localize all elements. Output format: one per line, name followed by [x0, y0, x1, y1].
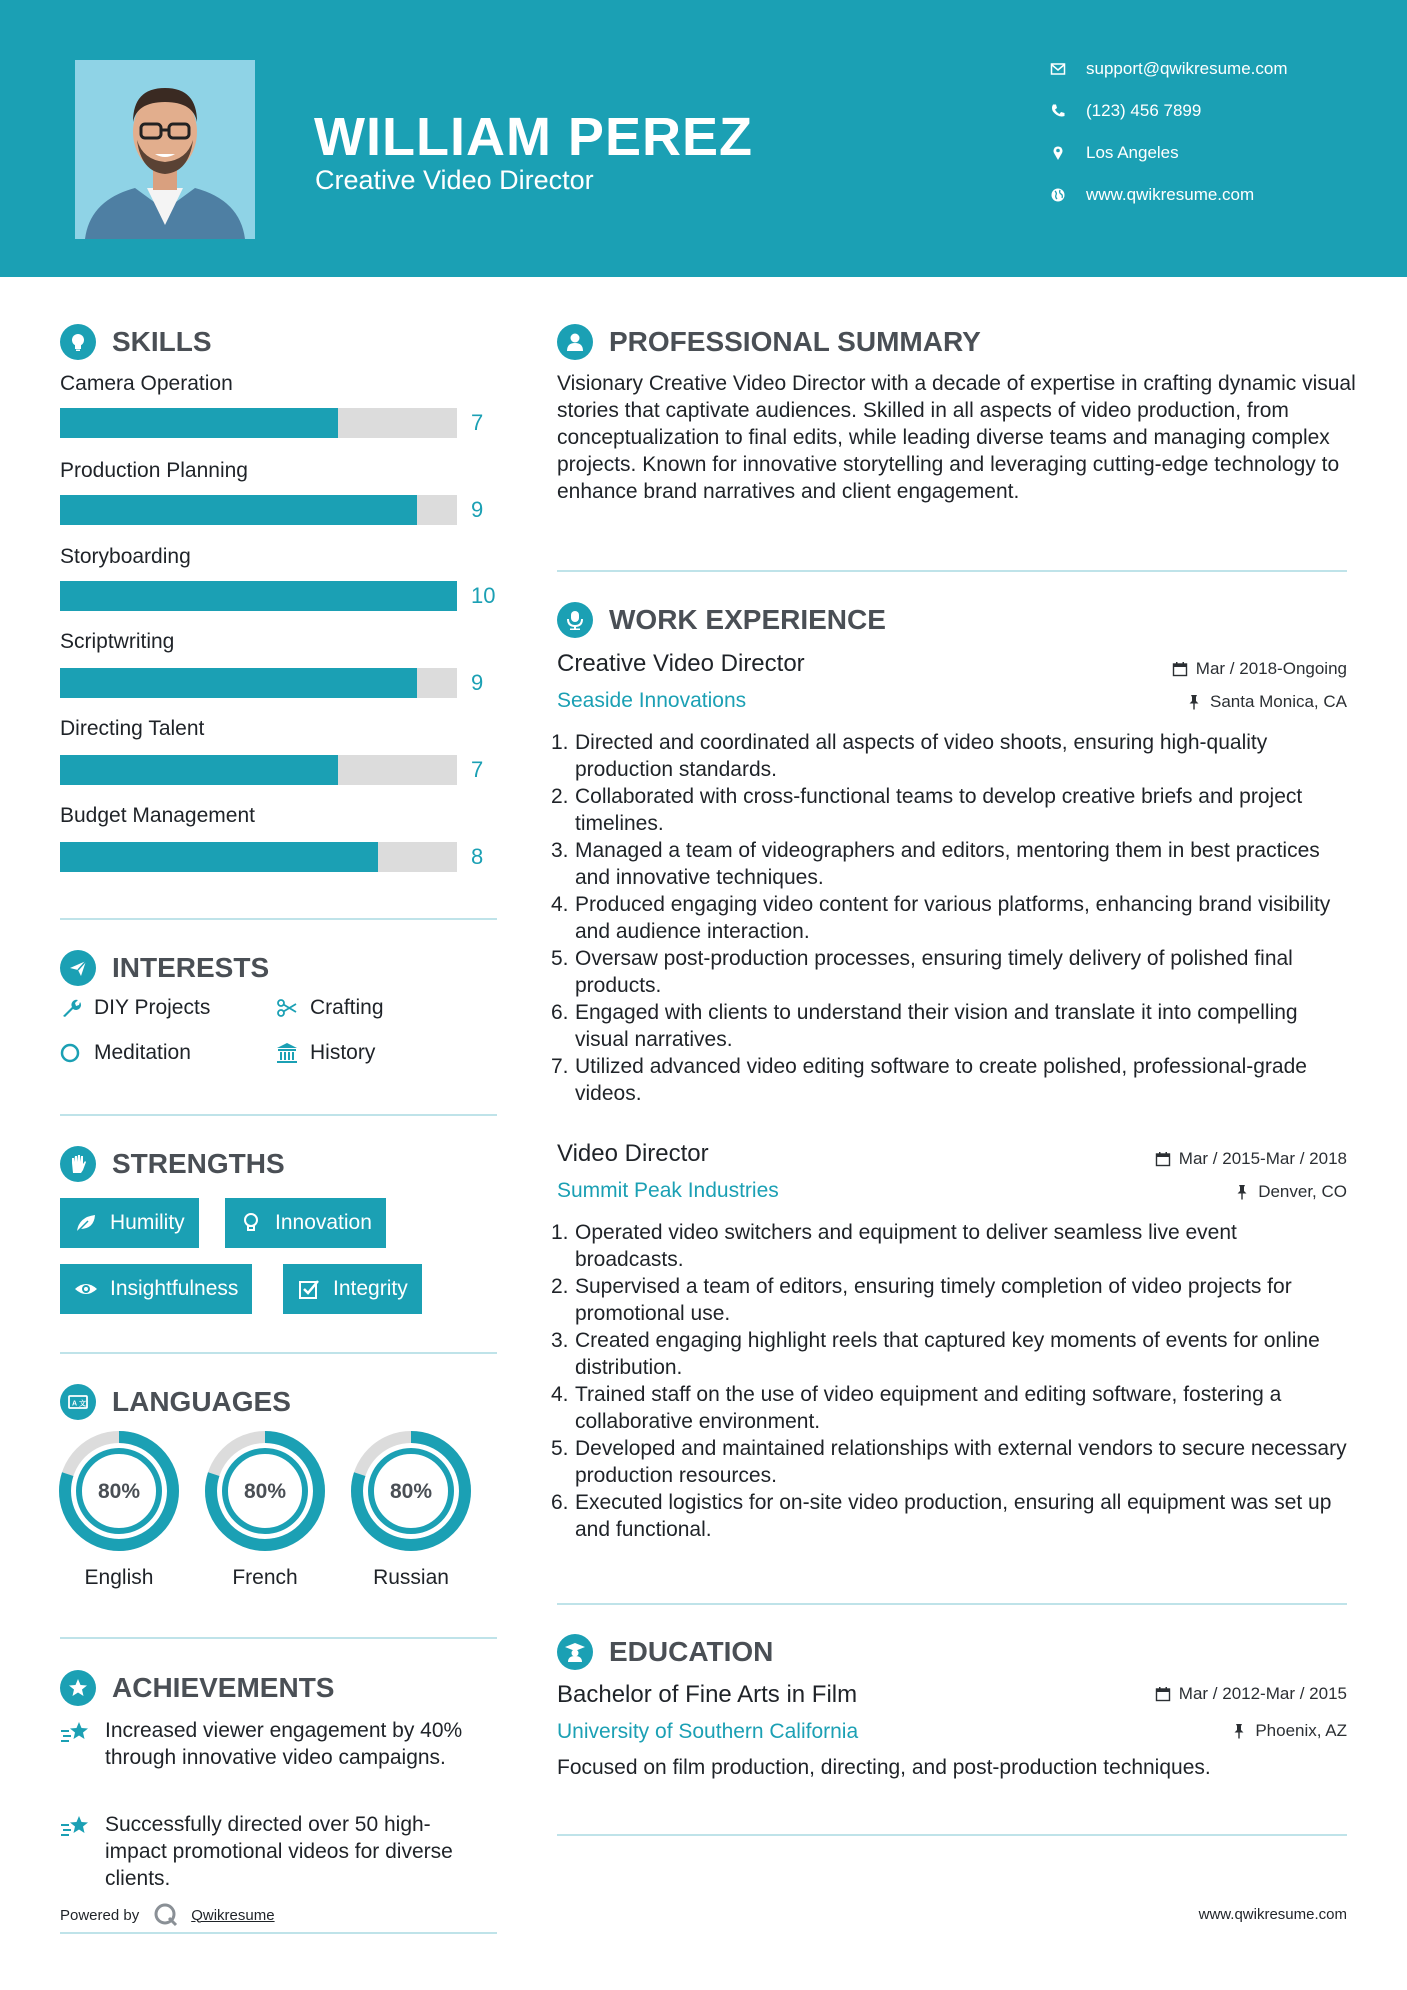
list-item: 1. Operated video switchers and equipment to deliver seamless live event broadcasts. — [551, 1221, 1237, 1271]
svg-text:A: A — [72, 1400, 78, 1408]
job-title: Creative Video Director — [557, 650, 805, 677]
list-item: 5. Developed and maintained relationships with external vendors to secure necessary production resources. — [551, 1437, 1347, 1487]
section-divider — [60, 1114, 497, 1116]
globe-icon — [1050, 187, 1086, 203]
list-item: 3. Managed a team of videographers and editors, mentoring them in best practices and innovative techniques. — [551, 839, 1320, 889]
skill-name: Directing Talent — [60, 717, 205, 740]
section-divider — [557, 1834, 1347, 1836]
pushpin-icon — [1231, 1723, 1247, 1739]
list-item: 7. Utilized advanced video editing software to create polished, professional-grade videos. — [551, 1055, 1307, 1105]
contact-email[interactable]: support@qwikresume.com — [1050, 54, 1390, 84]
education-description: Focused on film production, directing, and post-production techniques. — [557, 1756, 1211, 1779]
interests-heading: INTERESTS — [60, 950, 269, 986]
calendar-icon — [1155, 1686, 1171, 1702]
list-item: 2. Collaborated with cross-functional teams to develop creative briefs and project timelines. — [551, 785, 1303, 835]
education-heading: EDUCATION — [557, 1634, 773, 1670]
skill-bar — [60, 842, 457, 872]
achievements-heading: ACHIEVEMENTS — [60, 1670, 334, 1706]
skill-value: 9 — [471, 670, 484, 695]
list-item: 4. Produced engaging video content for various platforms, enhancing brand visibility and audience interaction. — [551, 893, 1331, 943]
pushpin-icon — [1186, 694, 1202, 710]
phone-icon — [1050, 103, 1086, 119]
list-item: 1. Directed and coordinated all aspects of video shoots, ensuring high-quality production standards. — [551, 731, 1268, 781]
resume-header — [0, 0, 1407, 277]
user-icon — [557, 324, 593, 360]
contact-phone[interactable]: (123) 456 7899 — [1050, 96, 1390, 126]
language-ring — [205, 1431, 325, 1551]
summary-text: Visionary Creative Video Director with a decade of expertise in crafting dynamic visual stories that captivate audiences. Skilled in all aspects of video production, from conceptualization to final edits, while leading diverse teams and managing complex projects. Known for innovative storytelling and leveraging cutting-edge technology to enhance brand narratives and client engagement. — [557, 372, 1356, 503]
calendar-icon — [1172, 661, 1188, 677]
strengths-heading: STRENGTHS — [60, 1146, 285, 1182]
job-title: Video Director — [557, 1140, 709, 1167]
contact-location: Los Angeles — [1050, 138, 1390, 168]
strength-tag: Humility — [60, 1198, 199, 1248]
skill-name: Production Planning — [60, 459, 248, 482]
circle-icon — [60, 1042, 94, 1064]
lightbulb-icon — [60, 324, 96, 360]
shooting-star-icon — [60, 1811, 105, 1892]
skill-bar-fill — [60, 668, 417, 698]
skill-value: 10 — [471, 583, 496, 608]
list-item: 2. Supervised a team of editors, ensuring timely completion of video projects for promotional use. — [551, 1275, 1292, 1325]
section-divider — [60, 1932, 497, 1934]
job-duties — [551, 1219, 1347, 1543]
achievement-item: Increased viewer engagement by 40% through innovative video campaigns. — [60, 1717, 480, 1771]
hand-icon — [60, 1146, 96, 1182]
language-ring — [351, 1431, 471, 1551]
section-divider — [60, 918, 497, 920]
list-item: 6. Engaged with clients to understand their vision and translate it into compelling visual narratives. — [551, 1001, 1298, 1051]
list-item: 6. Executed logistics for on-site video production, ensuring all equipment was set up and functional. — [551, 1491, 1332, 1541]
footer-website[interactable]: www.qwikresume.com — [1198, 1906, 1347, 1923]
graduate-icon — [557, 1634, 593, 1670]
skill-name: Camera Operation — [60, 372, 233, 395]
strength-tag: Integrity — [283, 1264, 422, 1314]
job-dates: Mar / 2015-Mar / 2018 — [1155, 1149, 1347, 1169]
microphone-icon — [557, 602, 593, 638]
company-name: Summit Peak Industries — [557, 1179, 779, 1202]
skill-value: 7 — [471, 757, 484, 782]
language-name: Russian — [373, 1566, 449, 1589]
achievement-item: Successfully directed over 50 high-impact promotional videos for diverse clients. — [60, 1811, 480, 1892]
museum-icon — [276, 1042, 310, 1064]
summary-heading: PROFESSIONAL SUMMARY — [557, 324, 981, 360]
shooting-star-icon — [60, 1717, 105, 1771]
scissors-icon — [276, 997, 310, 1019]
language-percent: 80% — [389, 1480, 433, 1503]
qwikresume-link[interactable]: Qwikresume — [191, 1906, 275, 1924]
skill-name: Scriptwriting — [60, 630, 175, 653]
experience-heading: WORK EXPERIENCE — [557, 602, 886, 638]
skill-bar-fill — [60, 842, 378, 872]
skill-bar — [60, 755, 457, 785]
calendar-icon — [1155, 1151, 1171, 1167]
skill-bar — [60, 581, 457, 611]
interest-item: Meditation — [60, 1041, 191, 1065]
language-percent: 80% — [243, 1480, 287, 1503]
wrench-icon — [60, 997, 94, 1019]
job-location: Denver, CO — [1234, 1182, 1347, 1202]
skill-value: 9 — [471, 497, 484, 522]
languages-heading: A 文 LANGUAGES — [60, 1384, 291, 1420]
qwikresume-logo-icon — [153, 1902, 179, 1928]
language-card-icon — [60, 1384, 96, 1420]
language-ring — [59, 1431, 179, 1551]
job-dates: Mar / 2018-Ongoing — [1172, 659, 1347, 679]
star-badge-icon — [60, 1670, 96, 1706]
strength-tag: Innovation — [225, 1198, 386, 1248]
language-name: French — [232, 1566, 298, 1589]
section-divider — [60, 1352, 497, 1354]
interest-item: Crafting — [276, 996, 384, 1020]
skill-name: Budget Management — [60, 804, 255, 827]
skill-value: 7 — [471, 410, 484, 435]
section-divider — [557, 570, 1347, 572]
skills-heading: SKILLS — [60, 324, 212, 360]
skill-bar-fill — [60, 755, 338, 785]
contact-website[interactable]: www.qwikresume.com — [1050, 180, 1390, 210]
paper-plane-icon — [60, 950, 96, 986]
degree-title: Bachelor of Fine Arts in Film — [557, 1681, 858, 1708]
skill-name: Storyboarding — [60, 545, 191, 568]
interest-item: DIY Projects — [60, 996, 210, 1020]
eye-icon — [74, 1277, 98, 1301]
svg-text:文: 文 — [79, 1400, 86, 1408]
strength-tag: Insightfulness — [60, 1264, 252, 1314]
school-name: University of Southern California — [557, 1720, 859, 1743]
section-divider — [557, 1603, 1347, 1605]
list-item: 4. Trained staff on the use of video equipment and editing software, fostering a collaborative environment. — [551, 1383, 1282, 1433]
mail-icon — [1050, 61, 1086, 77]
checkbox-icon — [297, 1277, 321, 1301]
lightbulb-icon — [239, 1211, 263, 1235]
job-location: Santa Monica, CA — [1186, 692, 1347, 712]
location-pin-icon — [1050, 145, 1086, 161]
profile-photo — [75, 60, 255, 239]
skill-bar — [60, 495, 457, 525]
skill-bar-fill — [60, 581, 457, 611]
candidate-name: WILLIAM PEREZ — [314, 107, 753, 167]
candidate-role: Creative Video Director — [315, 165, 594, 195]
pushpin-icon — [1234, 1184, 1250, 1200]
list-item: 3. Created engaging highlight reels that captured key moments of events for online distribution. — [551, 1329, 1320, 1379]
skill-value: 8 — [471, 844, 484, 869]
company-name: Seaside Innovations — [557, 689, 747, 712]
interest-item: History — [276, 1041, 375, 1065]
section-divider — [60, 1637, 497, 1639]
skill-bar — [60, 668, 457, 698]
skill-bar — [60, 408, 457, 438]
leaf-icon — [74, 1211, 98, 1235]
language-percent: 80% — [97, 1480, 141, 1503]
list-item: 5. Oversaw post-production processes, ensuring timely delivery of polished final products. — [551, 947, 1293, 997]
skill-bar-fill — [60, 495, 417, 525]
powered-by: Powered by Qwikresume — [60, 1902, 275, 1928]
skill-bar-fill — [60, 408, 338, 438]
language-name: English — [84, 1566, 154, 1589]
education-dates: Mar / 2012-Mar / 2015 — [1155, 1684, 1347, 1704]
job-duties — [551, 729, 1347, 1107]
education-location: Phoenix, AZ — [1231, 1721, 1347, 1741]
